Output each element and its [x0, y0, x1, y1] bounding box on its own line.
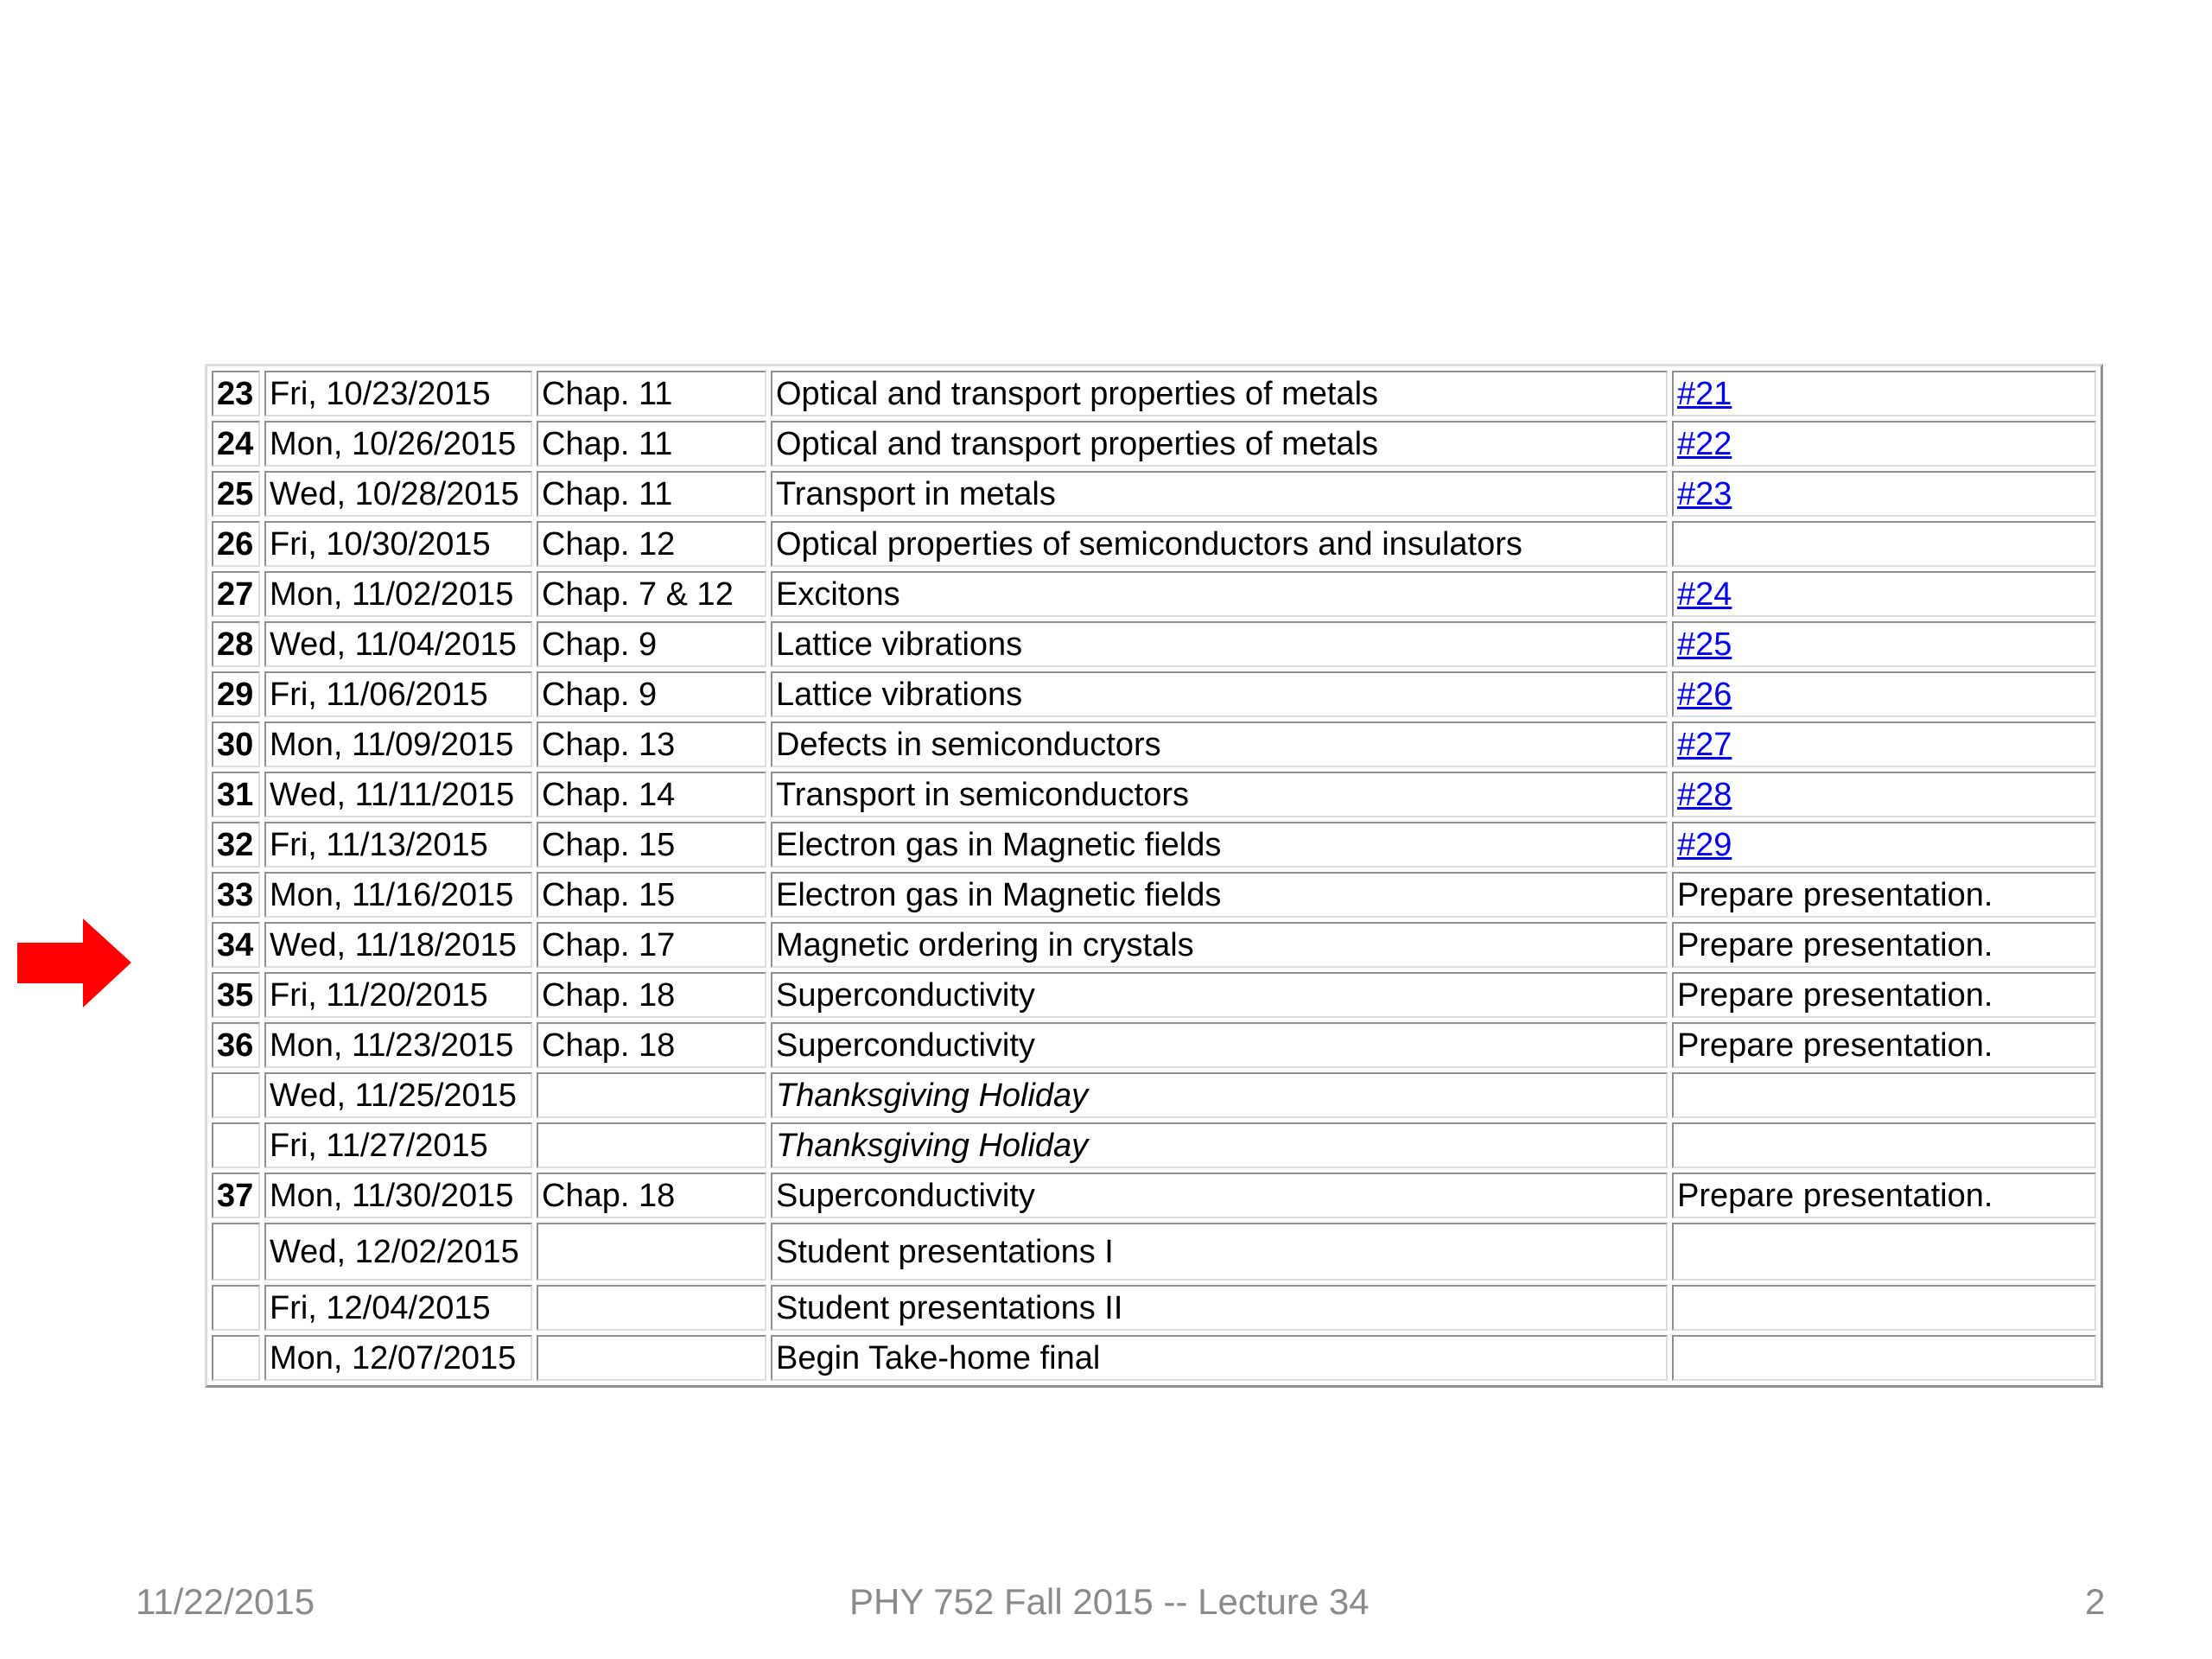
- date-cell: Fri, 10/23/2015: [264, 371, 532, 416]
- topic-cell: Electron gas in Magnetic fields: [771, 872, 1668, 918]
- homework-cell: [1672, 471, 2096, 517]
- date-cell: Fri, 10/30/2015: [264, 521, 532, 567]
- lecture-number-cell: 32: [212, 822, 260, 868]
- homework-cell: [1672, 671, 2096, 717]
- table-row: [212, 822, 2096, 868]
- table-row: [212, 671, 2096, 717]
- chapter-cell: [537, 1122, 766, 1168]
- chapter-cell: Chap. 14: [537, 772, 766, 817]
- date-cell: Mon, 11/30/2015: [264, 1173, 532, 1218]
- homework-cell: [1672, 1335, 2096, 1381]
- lecture-number-cell: 35: [212, 972, 260, 1018]
- footer-title: PHY 752 Fall 2015 -- Lecture 34: [849, 1581, 1370, 1622]
- homework-link[interactable]: #24: [1677, 575, 1732, 613]
- date-cell: Fri, 11/27/2015: [264, 1122, 532, 1168]
- date-cell: Fri, 12/04/2015: [264, 1285, 532, 1331]
- table-row: [212, 1173, 2096, 1218]
- table-row: [212, 972, 2096, 1018]
- schedule-table: [205, 364, 2103, 1388]
- lecture-number-cell: 36: [212, 1022, 260, 1068]
- chapter-cell: Chap. 18: [537, 1173, 766, 1218]
- homework-cell: [1672, 621, 2096, 667]
- lecture-number-cell: [212, 1072, 260, 1118]
- homework-cell: [1672, 721, 2096, 767]
- chapter-cell: Chap. 15: [537, 822, 766, 868]
- lecture-number-cell: 23: [212, 371, 260, 416]
- table-row: [212, 721, 2096, 767]
- homework-cell: [1672, 772, 2096, 817]
- table-row: [212, 872, 2096, 918]
- table-row: [212, 1285, 2096, 1331]
- date-cell: Wed, 11/11/2015: [264, 772, 532, 817]
- date-cell: Wed, 10/28/2015: [264, 471, 532, 517]
- date-cell: Wed, 11/25/2015: [264, 1072, 532, 1118]
- table-row: [212, 1335, 2096, 1381]
- chapter-cell: [537, 1335, 766, 1381]
- homework-cell: [1672, 521, 2096, 567]
- table-row: [212, 371, 2096, 416]
- table-row: [212, 922, 2096, 968]
- lecture-number-cell: [212, 1122, 260, 1168]
- homework-cell: Prepare presentation.: [1672, 872, 2096, 918]
- footer-date: 11/22/2015: [136, 1581, 315, 1622]
- topic-cell: Superconductivity: [771, 972, 1668, 1018]
- chapter-cell: Chap. 15: [537, 872, 766, 918]
- lecture-number-cell: 27: [212, 571, 260, 617]
- homework-cell: [1672, 822, 2096, 868]
- lecture-number-cell: [212, 1285, 260, 1331]
- date-cell: Mon, 12/07/2015: [264, 1335, 532, 1381]
- table-row: [212, 1122, 2096, 1168]
- lecture-number-cell: 37: [212, 1173, 260, 1218]
- topic-cell: Optical and transport properties of metals: [771, 421, 1668, 467]
- topic-cell: Thanksgiving Holiday: [771, 1122, 1668, 1168]
- chapter-cell: Chap. 13: [537, 721, 766, 767]
- homework-link[interactable]: #23: [1677, 475, 1732, 512]
- chapter-cell: Chap. 11: [537, 471, 766, 517]
- homework-link[interactable]: #28: [1677, 776, 1732, 813]
- lecture-number-cell: 33: [212, 872, 260, 918]
- chapter-cell: Chap. 11: [537, 371, 766, 416]
- homework-cell: Prepare presentation.: [1672, 972, 2096, 1018]
- topic-cell: Electron gas in Magnetic fields: [771, 822, 1668, 868]
- table-row: [212, 421, 2096, 467]
- chapter-cell: [537, 1223, 766, 1281]
- homework-link[interactable]: #27: [1677, 726, 1732, 763]
- lecture-number-cell: 31: [212, 772, 260, 817]
- lecture-number-cell: 28: [212, 621, 260, 667]
- table-row: [212, 621, 2096, 667]
- homework-cell: [1672, 421, 2096, 467]
- topic-cell: Magnetic ordering in crystals: [771, 922, 1668, 968]
- chapter-cell: Chap. 11: [537, 421, 766, 467]
- homework-link[interactable]: #25: [1677, 626, 1732, 663]
- homework-cell: [1672, 1072, 2096, 1118]
- date-cell: Fri, 11/20/2015: [264, 972, 532, 1018]
- date-cell: Mon, 11/23/2015: [264, 1022, 532, 1068]
- lecture-number-cell: 29: [212, 671, 260, 717]
- date-cell: Wed, 11/04/2015: [264, 621, 532, 667]
- homework-link[interactable]: #22: [1677, 425, 1732, 462]
- chapter-cell: [537, 1072, 766, 1118]
- homework-cell: Prepare presentation.: [1672, 922, 2096, 968]
- homework-cell: [1672, 371, 2096, 416]
- date-cell: Mon, 11/16/2015: [264, 872, 532, 918]
- lecture-number-cell: [212, 1223, 260, 1281]
- homework-link[interactable]: #29: [1677, 826, 1732, 863]
- schedule-body: [212, 371, 2096, 1381]
- footer-page-number: 2: [2085, 1581, 2106, 1622]
- right-arrow-shape: [17, 918, 131, 1007]
- table-row: [212, 471, 2096, 517]
- date-cell: Mon, 10/26/2015: [264, 421, 532, 467]
- topic-cell: Student presentations I: [771, 1223, 1668, 1281]
- chapter-cell: Chap. 17: [537, 922, 766, 968]
- chapter-cell: Chap. 9: [537, 671, 766, 717]
- date-cell: Fri, 11/13/2015: [264, 822, 532, 868]
- chapter-cell: Chap. 18: [537, 1022, 766, 1068]
- topic-cell: Transport in semiconductors: [771, 772, 1668, 817]
- homework-cell: Prepare presentation.: [1672, 1022, 2096, 1068]
- homework-cell: [1672, 1122, 2096, 1168]
- homework-cell: [1672, 1223, 2096, 1281]
- table-row: [212, 1072, 2096, 1118]
- lecture-number-cell: 24: [212, 421, 260, 467]
- lecture-number-cell: 30: [212, 721, 260, 767]
- date-cell: Wed, 11/18/2015: [264, 922, 532, 968]
- table-row: [212, 772, 2096, 817]
- chapter-cell: Chap. 9: [537, 621, 766, 667]
- table-row: [212, 571, 2096, 617]
- table-row: [212, 1022, 2096, 1068]
- date-cell: Mon, 11/09/2015: [264, 721, 532, 767]
- topic-cell: Begin Take-home final: [771, 1335, 1668, 1381]
- topic-cell: Optical properties of semiconductors and insulators: [771, 521, 1668, 567]
- chapter-cell: [537, 1285, 766, 1331]
- table-row: [212, 521, 2096, 567]
- date-cell: Fri, 11/06/2015: [264, 671, 532, 717]
- chapter-cell: Chap. 7 & 12: [537, 571, 766, 617]
- topic-cell: Lattice vibrations: [771, 671, 1668, 717]
- topic-cell: Optical and transport properties of metals: [771, 371, 1668, 416]
- topic-cell: Superconductivity: [771, 1173, 1668, 1218]
- lecture-number-cell: 34: [212, 922, 260, 968]
- homework-link[interactable]: #21: [1677, 375, 1732, 412]
- lecture-number-cell: 26: [212, 521, 260, 567]
- topic-cell: Excitons: [771, 571, 1668, 617]
- lecture-number-cell: [212, 1335, 260, 1381]
- lecture-number-cell: 25: [212, 471, 260, 517]
- date-cell: Wed, 12/02/2015: [264, 1223, 532, 1281]
- topic-cell: Defects in semiconductors: [771, 721, 1668, 767]
- right-arrow-icon: [17, 918, 131, 1007]
- table-row: [212, 1223, 2096, 1281]
- homework-cell: [1672, 571, 2096, 617]
- chapter-cell: Chap. 18: [537, 972, 766, 1018]
- topic-cell: Student presentations II: [771, 1285, 1668, 1331]
- homework-cell: Prepare presentation.: [1672, 1173, 2096, 1218]
- homework-cell: [1672, 1285, 2096, 1331]
- chapter-cell: Chap. 12: [537, 521, 766, 567]
- date-cell: Mon, 11/02/2015: [264, 571, 532, 617]
- homework-link[interactable]: #26: [1677, 676, 1732, 713]
- topic-cell: Superconductivity: [771, 1022, 1668, 1068]
- topic-cell: Lattice vibrations: [771, 621, 1668, 667]
- topic-cell: Thanksgiving Holiday: [771, 1072, 1668, 1118]
- topic-cell: Transport in metals: [771, 471, 1668, 517]
